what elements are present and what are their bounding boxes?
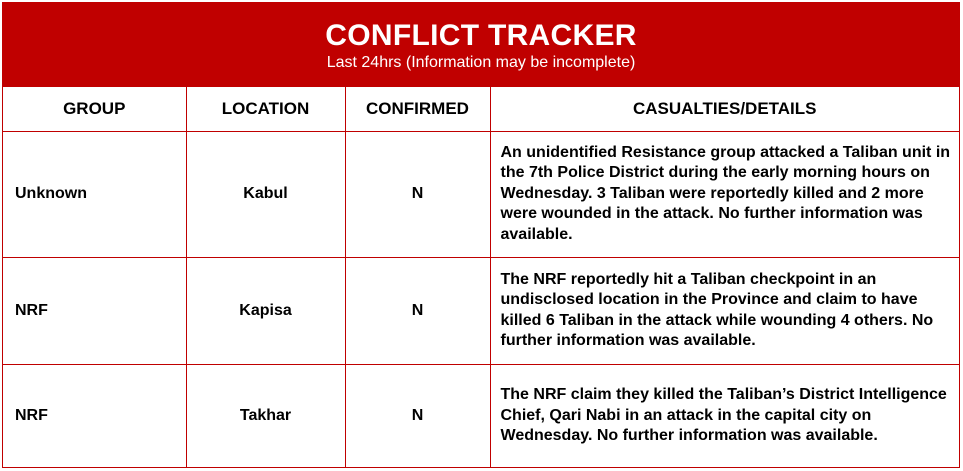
cell-confirmed: N — [345, 131, 490, 257]
cell-confirmed: N — [345, 257, 490, 364]
table-row — [3, 364, 959, 467]
cell-location: Takhar — [186, 364, 345, 467]
cell-details: An unidentified Resistance group attacked a Taliban unit in the 7th Police District during the early morning hours on Wednesday. 3 Taliban were reportedly killed and 2 more were wounded in the attack. No further information was available. — [490, 131, 959, 257]
conflict-tracker — [2, 2, 960, 468]
cell-details: The NRF reportedly hit a Taliban checkpoint in an undisclosed location in the Province and claim to have killed 6 Taliban in the attack while wounding 4 others. No further information was available. — [490, 257, 959, 364]
incident-table — [3, 87, 959, 467]
header-details: CASUALTIES/DETAILS — [490, 87, 959, 131]
cell-group: NRF — [3, 364, 186, 467]
table-row — [3, 257, 959, 364]
cell-location: Kapisa — [186, 257, 345, 364]
cell-group: NRF — [3, 257, 186, 364]
page-subtitle: Last 24hrs (Information may be incomplete) — [326, 54, 636, 71]
header-location: LOCATION — [186, 87, 345, 131]
page-title: CONFLICT TRACKER — [325, 19, 637, 52]
cell-group: Unknown — [3, 131, 186, 257]
table-row — [3, 131, 959, 257]
table-header-row — [3, 87, 959, 131]
title-banner — [3, 3, 959, 87]
cell-location: Kabul — [186, 131, 345, 257]
cell-details: The NRF claim they killed the Taliban’s District Intelligence Chief, Qari Nabi in an attack in the capital city on Wednesday. No further information was available. — [490, 364, 959, 467]
header-confirmed: CONFIRMED — [345, 87, 490, 131]
header-group: GROUP — [3, 87, 186, 131]
cell-confirmed: N — [345, 364, 490, 467]
